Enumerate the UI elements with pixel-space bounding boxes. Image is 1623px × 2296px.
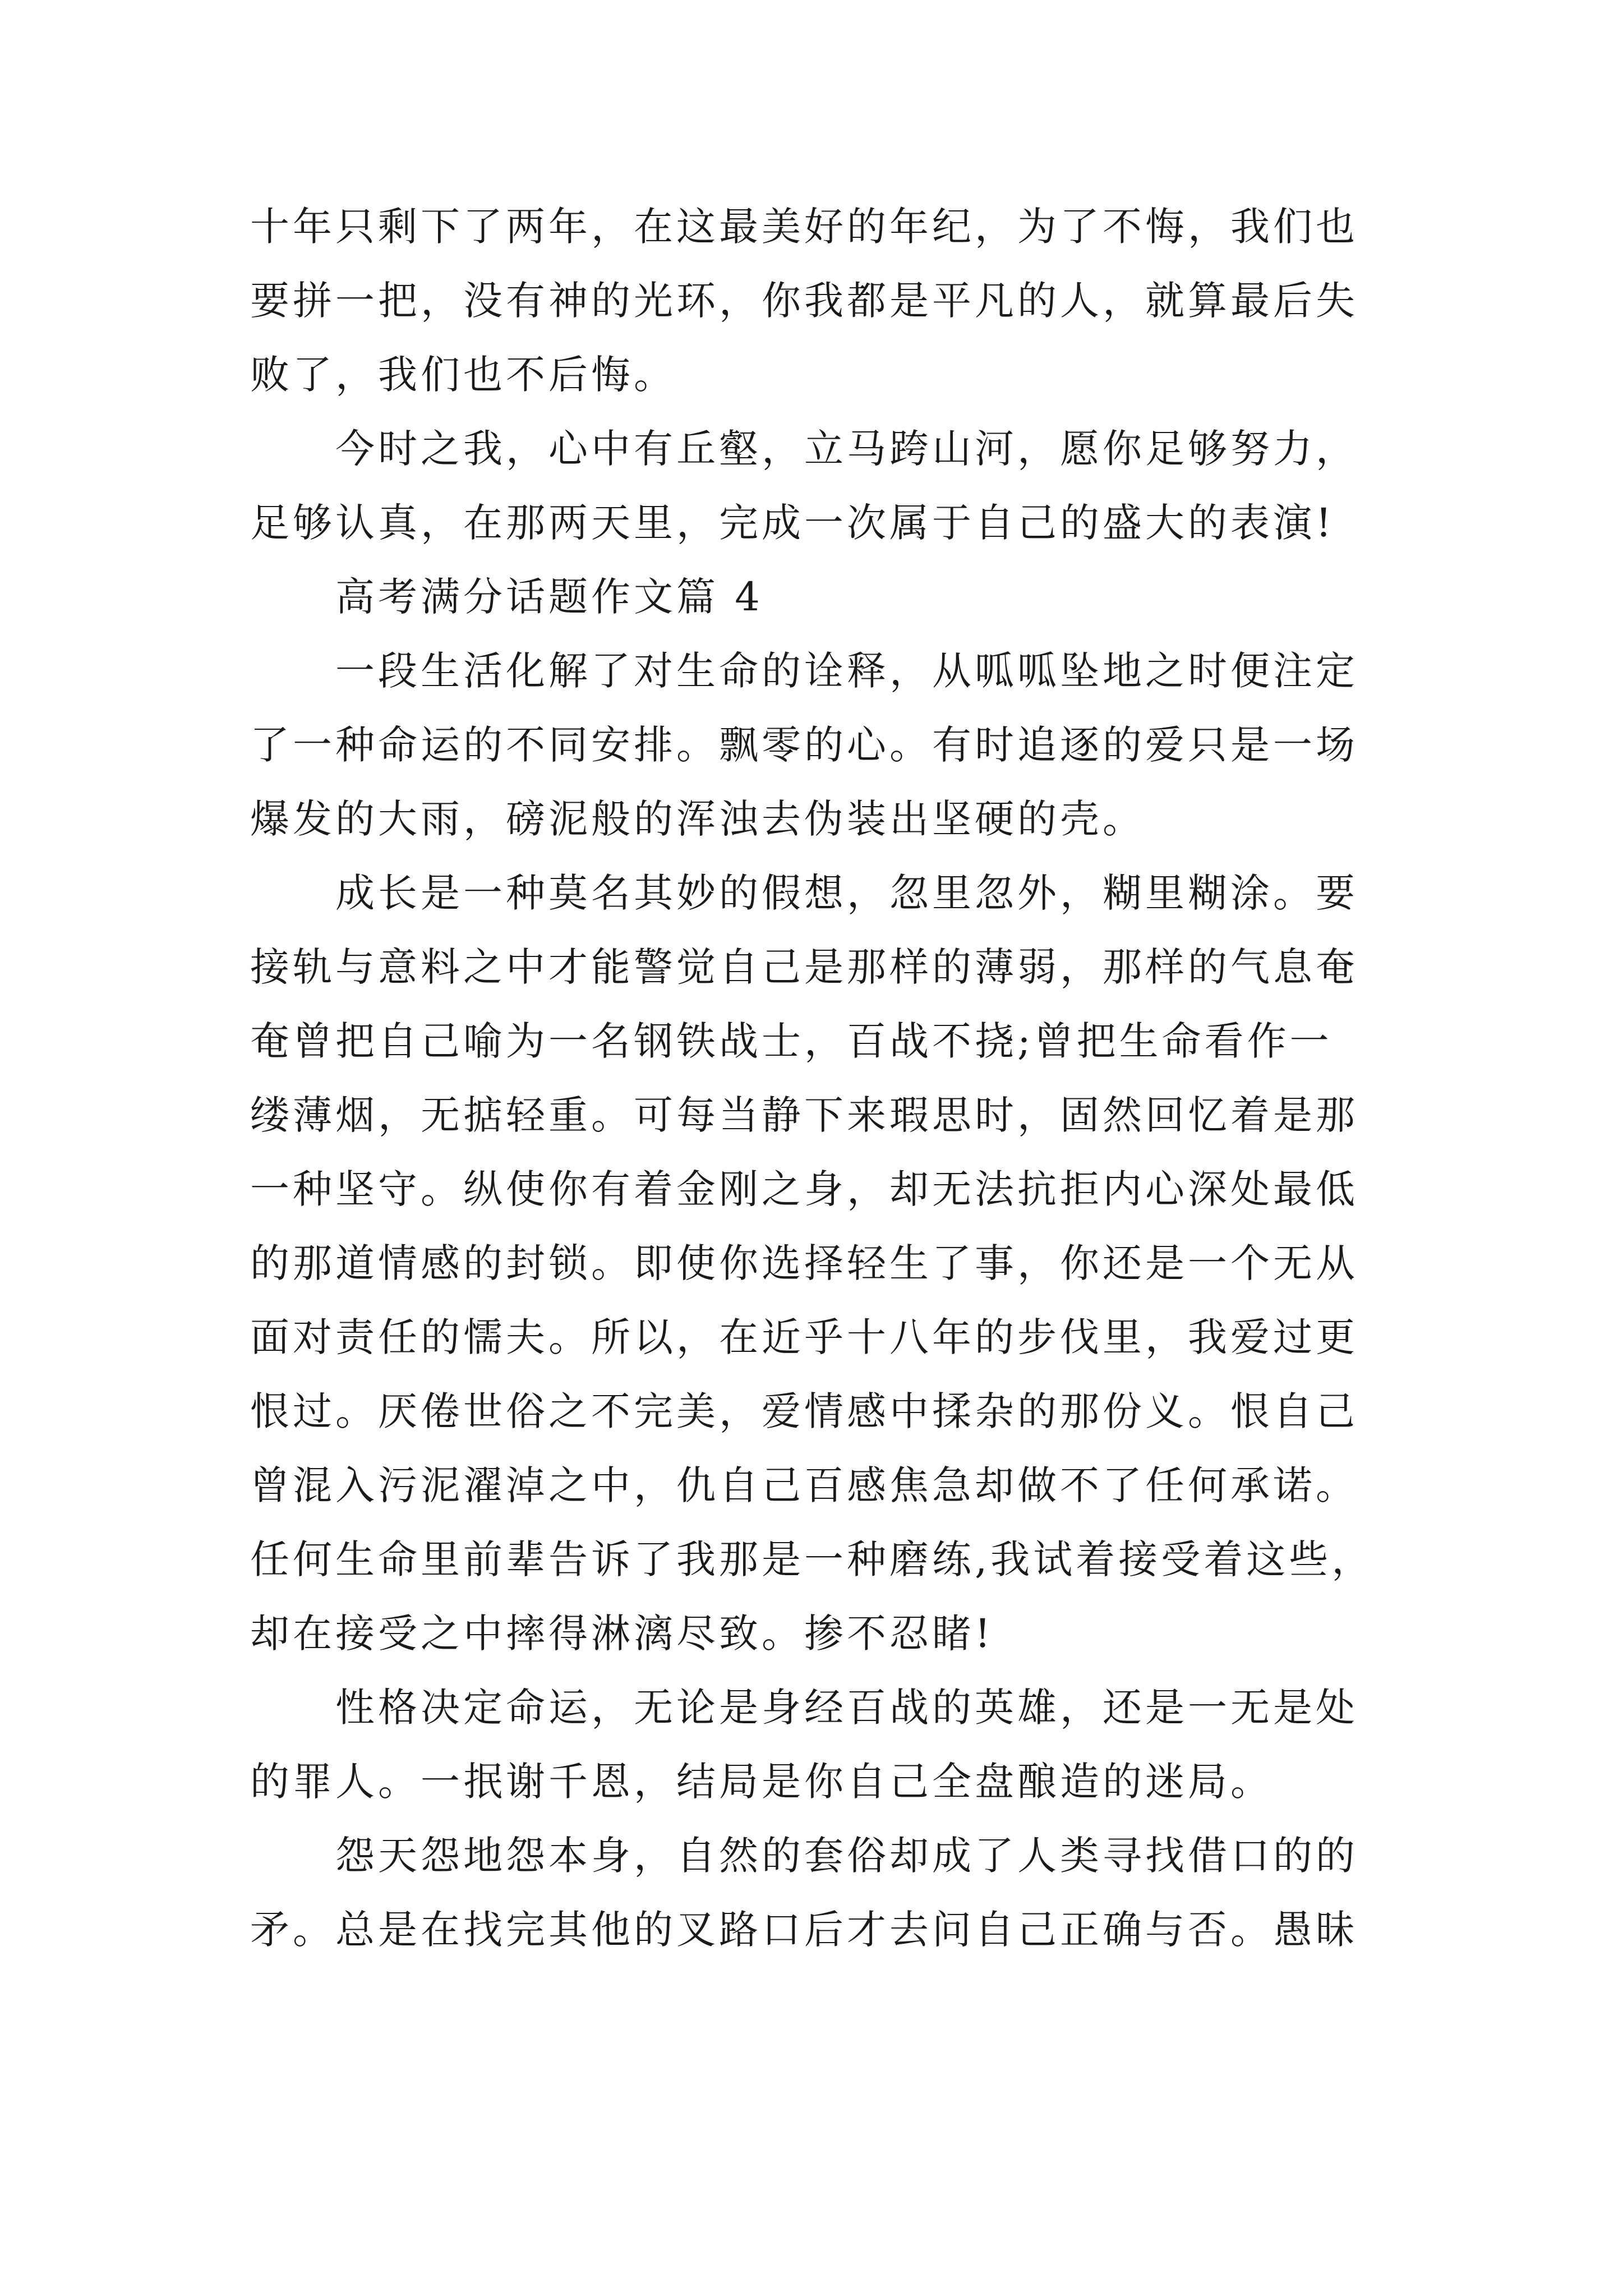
text-line: 十年只剩下了两年，在这最美好的年纪，为了不悔，我们也: [250, 204, 1358, 250]
text-line: 的那道情感的封锁。即使你选择轻生了事，你还是一个无从: [250, 1240, 1358, 1286]
text-line: 一种坚守。纵使你有着金刚之身，却无法抗拒内心深处最低: [250, 1166, 1358, 1212]
text-line: 却在接受之中摔得淋漓尽致。掺不忍睹!: [250, 1611, 994, 1657]
text-line: 恨过。厌倦世俗之不完美，爱情感中揉杂的那份义。恨自己: [250, 1388, 1358, 1434]
paragraph-start-line: 今时之我，心中有丘壑，立马跨山河，愿你足够努力，: [335, 426, 1358, 472]
text-line: 接轨与意料之中才能警觉自己是那样的薄弱，那样的气息奄: [250, 944, 1358, 990]
paragraph-start-line: 怨天怨地怨本身，自然的套俗却成了人类寻找借口的的: [335, 1833, 1358, 1879]
text-line: 缕薄烟，无掂轻重。可每当静下来瑕思时，固然回忆着是那: [250, 1092, 1358, 1138]
text-line: 任何生命里前辈告诉了我那是一种磨练,我试着接受着这些，: [250, 1536, 1375, 1582]
text-line: 的罪人。一抿谢千恩，结局是你自己全盘酿造的迷局。: [250, 1759, 1273, 1805]
text-line: 败了，我们也不后悔。: [250, 352, 676, 398]
paragraph-start-line: 成长是一种莫名其妙的假想，忽里忽外，糊里糊涂。要: [335, 870, 1358, 916]
text-line: 奄曾把自己喻为一名钢铁战士，百战不挠;曾把生命看作一: [250, 1018, 1332, 1064]
text-line: 了一种命运的不同安排。飘零的心。有时追逐的爱只是一场: [250, 722, 1358, 768]
document-body: [250, 190, 1394, 1967]
text-line: 矛。总是在找完其他的叉路口后才去问自己正确与否。愚昧: [250, 1907, 1358, 1953]
text-line: 足够认真，在那两天里，完成一次属于自己的盛大的表演!: [250, 500, 1335, 546]
text-line: 曾混入污泥濯淖之中，仇自己百感焦急却做不了任何承诺。: [250, 1462, 1358, 1508]
paragraph-start-line: 一段生活化解了对生命的诠释，从呱呱坠地之时便注定: [335, 648, 1358, 694]
text-line: 要拼一把，没有神的光环，你我都是平凡的人，就算最后失: [250, 278, 1358, 324]
text-line: 爆发的大雨，磅泥般的浑浊去伪装出坚硬的壳。: [250, 796, 1145, 842]
section-heading: 高考满分话题作文篇 4: [335, 574, 763, 620]
text-line: 面对责任的懦夫。所以，在近乎十八年的步伐里，我爱过更: [250, 1314, 1358, 1360]
paragraph-start-line: 性格决定命运，无论是身经百战的英雄，还是一无是处: [335, 1685, 1358, 1731]
